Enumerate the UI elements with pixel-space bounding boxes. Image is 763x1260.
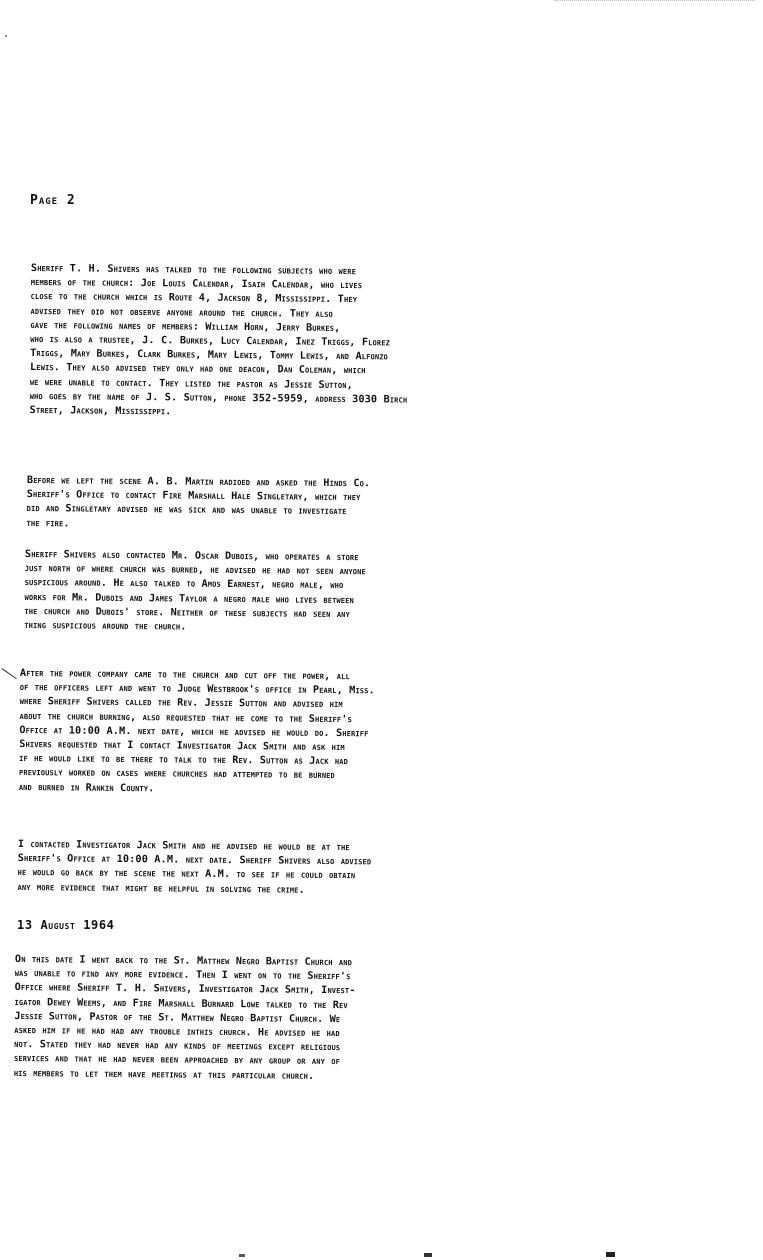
scan-speck <box>424 1253 432 1257</box>
paragraph-members-interviewed: Sheriff T. H. Shivers has talked to the following subjects who were members of the church: Joe Louis Calendar, Isaih Calendar, who lives close to the church which is Route 4, Jackson 8, Mississippi. They advised they did not observe anyone around the church. They also gave the following names of members: William Horn, Jerry Burkes, who is also a trustee, J. C. Burkes, Lucy Calendar, Inez Triggs, Florez Triggs, Mary Burkes, Clark Burkes, Mary Lewis, Tommy Lewis, and Alfonzo Lewis. They also advised they only had one deacon, Dan Coleman, which we were unable to contact. They listed the pastor as Jessie Sutton, who goes by the name of J. S. Sutton, phone 352-5959, address 3030 Birch Street, Jackson, Mississippi. <box>29 262 408 418</box>
paragraph-investigator-contact: I contacted Investigator Jack Smith and he advised he would be at the Sheriff's Office at 10:00 A.M. next date. Sheriff Shivers also advised he would go back by the scene the next A.M. to see if he could obtain any more evidence that might be helpful in solving the crime. <box>17 838 372 896</box>
paragraph-store-owner-interview: Sheriff Shivers also contacted Mr. Oscar Dubois, who operates a store just north of where church was burned, he advised he had not seen anyone suspicious around. He also talked to Amos Earnest, negro male, who works for Mr. Dubois and James Taylor a negro male who lives between the church and Dubois' store. Neither of these subjects had seen any thing suspicious around the church. <box>24 548 366 633</box>
scan-speck <box>606 1252 615 1257</box>
page-number-label: Page 2 <box>30 193 76 208</box>
margin-pen-mark <box>0 668 17 689</box>
scan-speck <box>5 35 7 37</box>
paragraph-fire-marshall-contact: Before we left the scene A. B. Martin radioed and asked the Hinds Co. Sheriff's Office to contact Fire Marshall Hale Singletary, which they did and Singletary advised he was sick and was unable to investigate the fire. <box>26 474 371 530</box>
page-edge-dots <box>555 0 755 2</box>
scan-speck <box>239 1254 245 1257</box>
paragraph-power-company: After the power company came to the church and cut off the power, all of the officers left and went to Judge Westbrook's office in Pearl, Miss. where Sheriff Shivers called the Rev. Jessie Sutton and advised him about the church burning, also requested that he come to the Sheriff's Office at 10:00 A.M. next date, which he advised he would do. Sheriff Shivers requested that I contact Investigator Jack Smith and ask him if he would like to be there to talk to the Rev. Sutton as Jack had previously worked on cases where churches had attempted to be burned and burned in Rankin County. <box>18 667 375 794</box>
date-heading: 13 August 1964 <box>17 918 115 932</box>
paragraph-pastor-interview: On this date I went back to the St. Matthew Negro Baptist Church and was unable to find any more evidence. Then I went on to the Sheriff's Office where Sheriff T. H. Shivers, Investigator Jack Smith, Invest- igator Dewey Weems, and Fire Marshall Burnard Lowe talked to the Rev Jessie Sutton, Pastor of the St. Matthew Negro Baptist Church. We asked him if he had had any trouble inthis church. He advised he had not. Stated they had never had any kinds of meetings except religious services and that he had never been approached by any group or any of his members to let them have meetings at this particular church. <box>13 953 356 1082</box>
